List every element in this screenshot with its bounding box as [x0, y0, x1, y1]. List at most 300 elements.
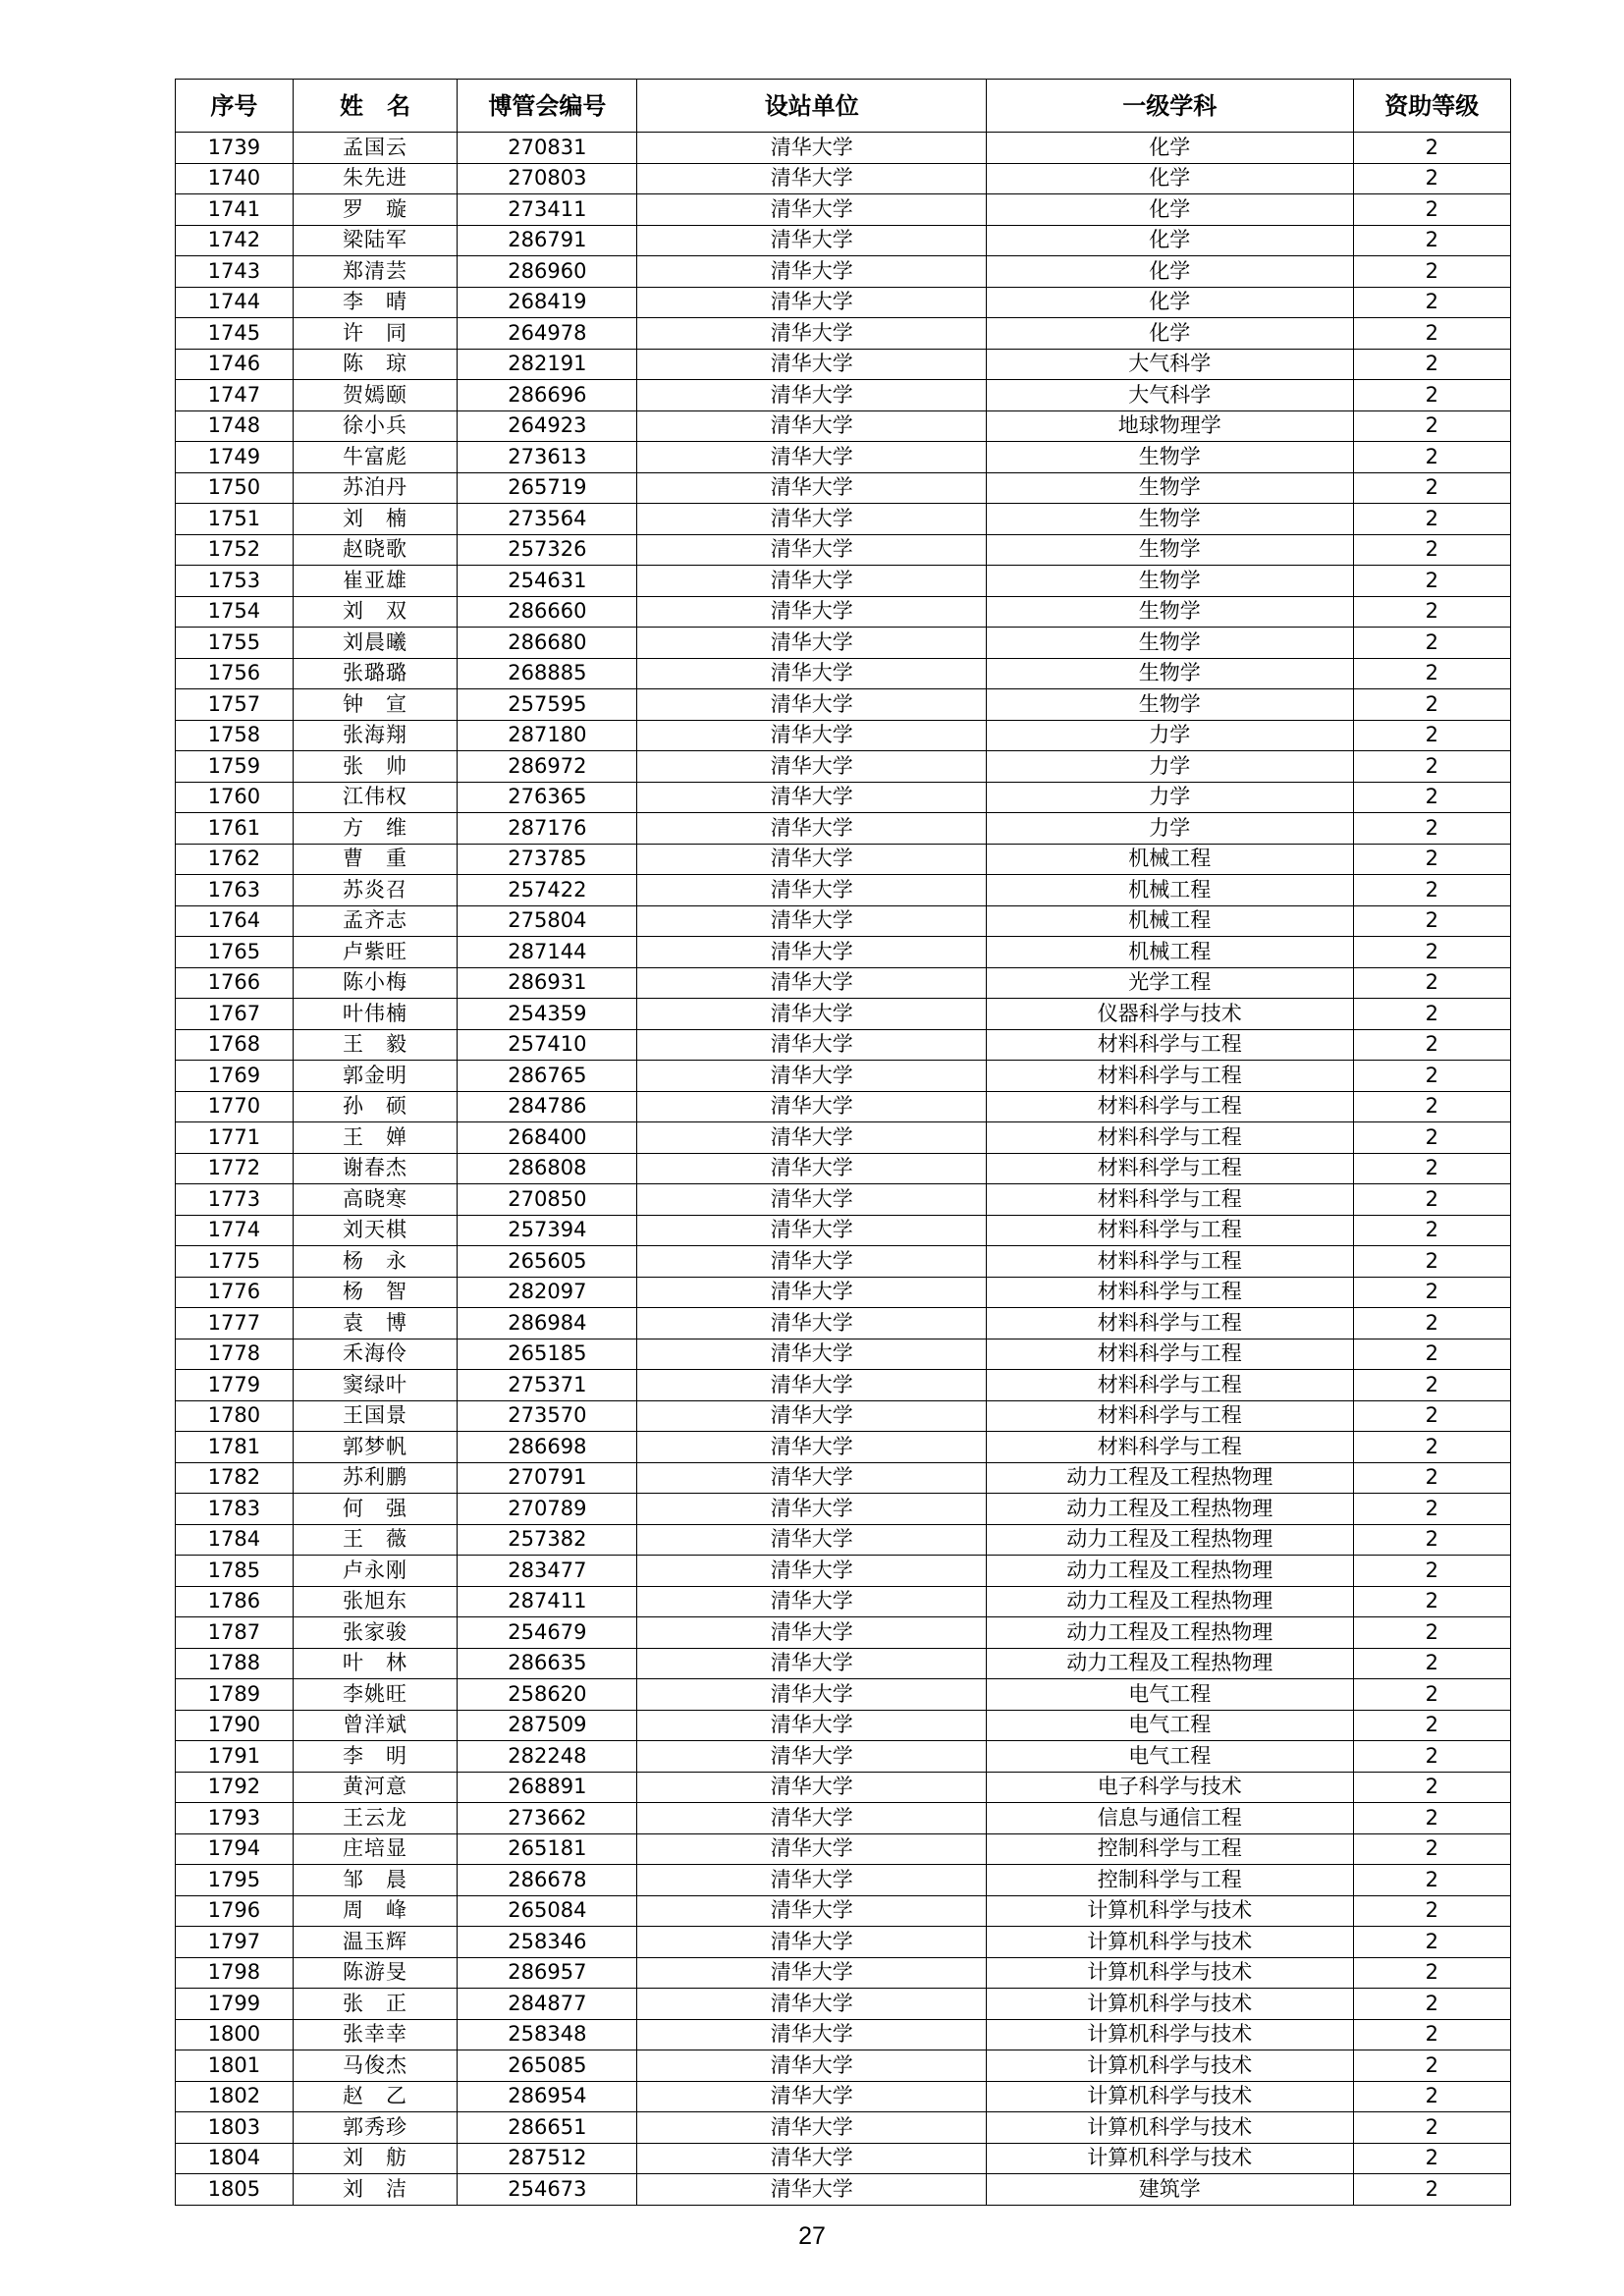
cell-funding-level: 2 — [1353, 1833, 1510, 1865]
cell-funding-level: 2 — [1353, 1494, 1510, 1525]
cell-serial-number: 1790 — [176, 1710, 294, 1741]
cell-registry-number: 273411 — [458, 194, 637, 226]
cell-funding-level: 2 — [1353, 1927, 1510, 1958]
cell-name: 苏利鹏 — [293, 1462, 458, 1494]
cell-funding-level: 2 — [1353, 596, 1510, 628]
cell-host-institution: 清华大学 — [637, 1586, 987, 1617]
cell-serial-number: 1763 — [176, 875, 294, 906]
cell-funding-level: 2 — [1353, 720, 1510, 751]
cell-discipline: 计算机科学与技术 — [987, 2050, 1354, 2082]
table-row — [176, 163, 1511, 194]
cell-name: 赵 乙 — [293, 2081, 458, 2112]
cell-serial-number: 1781 — [176, 1432, 294, 1463]
cell-serial-number: 1758 — [176, 720, 294, 751]
cell-host-institution: 清华大学 — [637, 472, 987, 504]
cell-registry-number: 286651 — [458, 2112, 637, 2144]
cell-discipline: 计算机科学与技术 — [987, 1895, 1354, 1927]
cell-registry-number: 264978 — [458, 318, 637, 350]
table-row — [176, 905, 1511, 937]
cell-discipline: 动力工程及工程热物理 — [987, 1524, 1354, 1556]
table-row — [176, 628, 1511, 659]
cell-funding-level: 2 — [1353, 1772, 1510, 1803]
cell-host-institution: 清华大学 — [637, 1648, 987, 1679]
cell-registry-number: 257382 — [458, 1524, 637, 1556]
cell-funding-level: 2 — [1353, 1184, 1510, 1216]
cell-serial-number: 1744 — [176, 287, 294, 318]
cell-serial-number: 1803 — [176, 2112, 294, 2144]
cell-discipline: 材料科学与工程 — [987, 1432, 1354, 1463]
cell-serial-number: 1805 — [176, 2174, 294, 2206]
cell-serial-number: 1768 — [176, 1029, 294, 1061]
cell-registry-number: 270803 — [458, 163, 637, 194]
cell-host-institution: 清华大学 — [637, 596, 987, 628]
cell-registry-number: 257595 — [458, 689, 637, 721]
cell-funding-level: 2 — [1353, 2174, 1510, 2206]
cell-serial-number: 1782 — [176, 1462, 294, 1494]
cell-host-institution: 清华大学 — [637, 1061, 987, 1092]
cell-host-institution: 清华大学 — [637, 1122, 987, 1154]
cell-funding-level: 2 — [1353, 1061, 1510, 1092]
cell-funding-level: 2 — [1353, 256, 1510, 288]
cell-name: 李 晴 — [293, 287, 458, 318]
table-row — [176, 1679, 1511, 1711]
cell-registry-number: 268419 — [458, 287, 637, 318]
cell-serial-number: 1769 — [176, 1061, 294, 1092]
cell-registry-number: 273564 — [458, 504, 637, 535]
cell-host-institution: 清华大学 — [637, 1617, 987, 1649]
cell-serial-number: 1760 — [176, 782, 294, 813]
table-row — [176, 999, 1511, 1030]
cell-discipline: 动力工程及工程热物理 — [987, 1556, 1354, 1587]
cell-registry-number: 273613 — [458, 442, 637, 473]
cell-host-institution: 清华大学 — [637, 2019, 987, 2050]
cell-registry-number: 257326 — [458, 534, 637, 566]
table-row — [176, 1029, 1511, 1061]
cell-serial-number: 1776 — [176, 1277, 294, 1308]
cell-registry-number: 254673 — [458, 2174, 637, 2206]
cell-discipline: 大气科学 — [987, 349, 1354, 380]
cell-host-institution: 清华大学 — [637, 658, 987, 689]
postdoc-funding-table — [175, 79, 1511, 2206]
cell-name: 孙 硕 — [293, 1091, 458, 1122]
cell-discipline: 力学 — [987, 782, 1354, 813]
table-row — [176, 1400, 1511, 1432]
cell-funding-level: 2 — [1353, 967, 1510, 999]
table-row — [176, 1803, 1511, 1834]
cell-funding-level: 2 — [1353, 1370, 1510, 1401]
cell-name: 张 帅 — [293, 751, 458, 783]
cell-funding-level: 2 — [1353, 318, 1510, 350]
table-row — [176, 2081, 1511, 2112]
cell-serial-number: 1773 — [176, 1184, 294, 1216]
cell-serial-number: 1800 — [176, 2019, 294, 2050]
cell-name: 何 强 — [293, 1494, 458, 1525]
header-host-institution: 设站单位 — [637, 80, 987, 133]
cell-name: 郭梦帆 — [293, 1432, 458, 1463]
cell-serial-number: 1762 — [176, 844, 294, 875]
cell-name: 徐小兵 — [293, 410, 458, 442]
cell-host-institution: 清华大学 — [637, 1029, 987, 1061]
cell-registry-number: 286791 — [458, 225, 637, 256]
cell-serial-number: 1772 — [176, 1153, 294, 1184]
cell-discipline: 材料科学与工程 — [987, 1246, 1354, 1278]
cell-serial-number: 1747 — [176, 380, 294, 411]
cell-discipline: 材料科学与工程 — [987, 1153, 1354, 1184]
cell-name: 朱先进 — [293, 163, 458, 194]
cell-host-institution: 清华大学 — [637, 380, 987, 411]
table-row — [176, 1246, 1511, 1278]
cell-registry-number: 265605 — [458, 1246, 637, 1278]
cell-registry-number: 282191 — [458, 349, 637, 380]
cell-registry-number: 284786 — [458, 1091, 637, 1122]
cell-name: 王 婵 — [293, 1122, 458, 1154]
table-row — [176, 1957, 1511, 1989]
cell-host-institution: 清华大学 — [637, 194, 987, 226]
cell-registry-number: 286957 — [458, 1957, 637, 1989]
cell-registry-number: 286765 — [458, 1061, 637, 1092]
cell-registry-number: 286680 — [458, 628, 637, 659]
cell-host-institution: 清华大学 — [637, 1957, 987, 1989]
cell-serial-number: 1741 — [176, 194, 294, 226]
cell-name: 袁 博 — [293, 1308, 458, 1339]
cell-name: 梁陆军 — [293, 225, 458, 256]
cell-host-institution: 清华大学 — [637, 967, 987, 999]
cell-registry-number: 287509 — [458, 1710, 637, 1741]
table-row — [176, 689, 1511, 721]
table-body — [176, 133, 1511, 2206]
cell-serial-number: 1749 — [176, 442, 294, 473]
table-row — [176, 380, 1511, 411]
cell-serial-number: 1752 — [176, 534, 294, 566]
cell-name: 马俊杰 — [293, 2050, 458, 2082]
cell-host-institution: 清华大学 — [637, 163, 987, 194]
cell-name: 杨 智 — [293, 1277, 458, 1308]
cell-discipline: 计算机科学与技术 — [987, 1957, 1354, 1989]
cell-registry-number: 258346 — [458, 1927, 637, 1958]
cell-discipline: 材料科学与工程 — [987, 1122, 1354, 1154]
cell-name: 曾洋斌 — [293, 1710, 458, 1741]
cell-host-institution: 清华大学 — [637, 1556, 987, 1587]
table-row — [176, 2143, 1511, 2174]
cell-name: 黄河意 — [293, 1772, 458, 1803]
cell-funding-level: 2 — [1353, 566, 1510, 597]
cell-serial-number: 1794 — [176, 1833, 294, 1865]
cell-discipline: 化学 — [987, 287, 1354, 318]
table-row — [176, 1061, 1511, 1092]
cell-funding-level: 2 — [1353, 1617, 1510, 1649]
cell-discipline: 动力工程及工程热物理 — [987, 1462, 1354, 1494]
cell-name: 张家骏 — [293, 1617, 458, 1649]
cell-serial-number: 1791 — [176, 1741, 294, 1773]
cell-discipline: 材料科学与工程 — [987, 1277, 1354, 1308]
table-row — [176, 194, 1511, 226]
cell-funding-level: 2 — [1353, 751, 1510, 783]
cell-discipline: 生物学 — [987, 534, 1354, 566]
cell-name: 卢永刚 — [293, 1556, 458, 1587]
cell-funding-level: 2 — [1353, 1400, 1510, 1432]
cell-serial-number: 1755 — [176, 628, 294, 659]
cell-name: 王 毅 — [293, 1029, 458, 1061]
cell-funding-level: 2 — [1353, 194, 1510, 226]
cell-serial-number: 1775 — [176, 1246, 294, 1278]
cell-name: 陈游旻 — [293, 1957, 458, 1989]
table-row — [176, 1370, 1511, 1401]
table-row — [176, 1432, 1511, 1463]
cell-funding-level: 2 — [1353, 875, 1510, 906]
cell-name: 郑清芸 — [293, 256, 458, 288]
cell-funding-level: 2 — [1353, 1215, 1510, 1246]
cell-registry-number: 268400 — [458, 1122, 637, 1154]
cell-serial-number: 1757 — [176, 689, 294, 721]
cell-discipline: 材料科学与工程 — [987, 1184, 1354, 1216]
cell-serial-number: 1801 — [176, 2050, 294, 2082]
table-row — [176, 2174, 1511, 2206]
cell-funding-level: 2 — [1353, 287, 1510, 318]
cell-registry-number: 268891 — [458, 1772, 637, 1803]
cell-discipline: 材料科学与工程 — [987, 1339, 1354, 1370]
cell-registry-number: 257422 — [458, 875, 637, 906]
cell-funding-level: 2 — [1353, 410, 1510, 442]
cell-name: 杨 永 — [293, 1246, 458, 1278]
cell-host-institution: 清华大学 — [637, 1865, 987, 1896]
cell-serial-number: 1765 — [176, 937, 294, 968]
cell-name: 刘晨曦 — [293, 628, 458, 659]
cell-registry-number: 287176 — [458, 813, 637, 845]
cell-funding-level: 2 — [1353, 1432, 1510, 1463]
cell-name: 牛富彪 — [293, 442, 458, 473]
table-row — [176, 844, 1511, 875]
cell-discipline: 电气工程 — [987, 1679, 1354, 1711]
table-row — [176, 1772, 1511, 1803]
cell-funding-level: 2 — [1353, 1586, 1510, 1617]
cell-serial-number: 1743 — [176, 256, 294, 288]
cell-name: 邹 晨 — [293, 1865, 458, 1896]
cell-serial-number: 1745 — [176, 318, 294, 350]
cell-registry-number: 273570 — [458, 1400, 637, 1432]
table-row — [176, 937, 1511, 968]
cell-funding-level: 2 — [1353, 225, 1510, 256]
cell-name: 刘 舫 — [293, 2143, 458, 2174]
table-row — [176, 1927, 1511, 1958]
table-row — [176, 1462, 1511, 1494]
cell-registry-number: 265185 — [458, 1339, 637, 1370]
cell-name: 赵晓歌 — [293, 534, 458, 566]
cell-funding-level: 2 — [1353, 1865, 1510, 1896]
cell-name: 周 峰 — [293, 1895, 458, 1927]
cell-host-institution: 清华大学 — [637, 2050, 987, 2082]
table-row — [176, 442, 1511, 473]
cell-serial-number: 1798 — [176, 1957, 294, 1989]
cell-host-institution: 清华大学 — [637, 1741, 987, 1773]
cell-funding-level: 2 — [1353, 1153, 1510, 1184]
cell-funding-level: 2 — [1353, 689, 1510, 721]
cell-host-institution: 清华大学 — [637, 720, 987, 751]
cell-name: 王国景 — [293, 1400, 458, 1432]
cell-discipline: 化学 — [987, 194, 1354, 226]
cell-funding-level: 2 — [1353, 1122, 1510, 1154]
header-discipline: 一级学科 — [987, 80, 1354, 133]
cell-serial-number: 1764 — [176, 905, 294, 937]
cell-host-institution: 清华大学 — [637, 410, 987, 442]
cell-discipline: 化学 — [987, 225, 1354, 256]
cell-discipline: 计算机科学与技术 — [987, 1927, 1354, 1958]
cell-host-institution: 清华大学 — [637, 937, 987, 968]
cell-funding-level: 2 — [1353, 1524, 1510, 1556]
header-serial-number: 序号 — [176, 80, 294, 133]
cell-registry-number: 270850 — [458, 1184, 637, 1216]
cell-name: 庄培显 — [293, 1833, 458, 1865]
cell-host-institution: 清华大学 — [637, 844, 987, 875]
cell-discipline: 化学 — [987, 256, 1354, 288]
cell-name: 卢紫旺 — [293, 937, 458, 968]
cell-name: 窦绿叶 — [293, 1370, 458, 1401]
cell-discipline: 电子科学与技术 — [987, 1772, 1354, 1803]
cell-name: 李 明 — [293, 1741, 458, 1773]
cell-serial-number: 1796 — [176, 1895, 294, 1927]
table-header-row — [176, 80, 1511, 133]
cell-host-institution: 清华大学 — [637, 287, 987, 318]
cell-host-institution: 清华大学 — [637, 1462, 987, 1494]
cell-name: 谢春杰 — [293, 1153, 458, 1184]
cell-serial-number: 1750 — [176, 472, 294, 504]
cell-discipline: 生物学 — [987, 658, 1354, 689]
table-row — [176, 967, 1511, 999]
cell-funding-level: 2 — [1353, 349, 1510, 380]
cell-registry-number: 287180 — [458, 720, 637, 751]
cell-host-institution: 清华大学 — [637, 534, 987, 566]
table-row — [176, 596, 1511, 628]
cell-discipline: 计算机科学与技术 — [987, 2081, 1354, 2112]
cell-host-institution: 清华大学 — [637, 2081, 987, 2112]
cell-registry-number: 286698 — [458, 1432, 637, 1463]
table-row — [176, 1277, 1511, 1308]
cell-name: 郭秀珍 — [293, 2112, 458, 2144]
cell-host-institution: 清华大学 — [637, 813, 987, 845]
cell-host-institution: 清华大学 — [637, 1803, 987, 1834]
cell-registry-number: 275371 — [458, 1370, 637, 1401]
cell-serial-number: 1742 — [176, 225, 294, 256]
cell-host-institution: 清华大学 — [637, 1524, 987, 1556]
cell-host-institution: 清华大学 — [637, 751, 987, 783]
cell-discipline: 材料科学与工程 — [987, 1029, 1354, 1061]
cell-discipline: 建筑学 — [987, 2174, 1354, 2206]
table-row — [176, 225, 1511, 256]
cell-serial-number: 1785 — [176, 1556, 294, 1587]
cell-host-institution: 清华大学 — [637, 1494, 987, 1525]
table-row — [176, 534, 1511, 566]
table-row — [176, 2112, 1511, 2144]
cell-host-institution: 清华大学 — [637, 782, 987, 813]
cell-serial-number: 1787 — [176, 1617, 294, 1649]
cell-funding-level: 2 — [1353, 999, 1510, 1030]
cell-host-institution: 清华大学 — [637, 225, 987, 256]
table-row — [176, 1989, 1511, 2020]
cell-funding-level: 2 — [1353, 1895, 1510, 1927]
cell-funding-level: 2 — [1353, 2050, 1510, 2082]
cell-registry-number: 257394 — [458, 1215, 637, 1246]
cell-discipline: 计算机科学与技术 — [987, 2112, 1354, 2144]
cell-discipline: 动力工程及工程热物理 — [987, 1494, 1354, 1525]
cell-host-institution: 清华大学 — [637, 566, 987, 597]
cell-registry-number: 287512 — [458, 2143, 637, 2174]
cell-name: 方 维 — [293, 813, 458, 845]
table-row — [176, 2019, 1511, 2050]
cell-registry-number: 286984 — [458, 1308, 637, 1339]
cell-serial-number: 1799 — [176, 1989, 294, 2020]
table-row — [176, 1833, 1511, 1865]
cell-funding-level: 2 — [1353, 1091, 1510, 1122]
cell-funding-level: 2 — [1353, 1679, 1510, 1711]
cell-discipline: 生物学 — [987, 504, 1354, 535]
cell-serial-number: 1792 — [176, 1772, 294, 1803]
cell-funding-level: 2 — [1353, 2143, 1510, 2174]
cell-serial-number: 1739 — [176, 133, 294, 164]
cell-registry-number: 268885 — [458, 658, 637, 689]
cell-serial-number: 1797 — [176, 1927, 294, 1958]
cell-discipline: 机械工程 — [987, 844, 1354, 875]
cell-name: 钟 宣 — [293, 689, 458, 721]
cell-name: 张璐璐 — [293, 658, 458, 689]
table-row — [176, 1648, 1511, 1679]
cell-discipline: 生物学 — [987, 596, 1354, 628]
cell-host-institution: 清华大学 — [637, 1895, 987, 1927]
cell-name: 罗 璇 — [293, 194, 458, 226]
cell-funding-level: 2 — [1353, 1710, 1510, 1741]
cell-name: 孟国云 — [293, 133, 458, 164]
cell-funding-level: 2 — [1353, 905, 1510, 937]
cell-host-institution: 清华大学 — [637, 875, 987, 906]
cell-registry-number: 258620 — [458, 1679, 637, 1711]
cell-discipline: 力学 — [987, 813, 1354, 845]
cell-serial-number: 1748 — [176, 410, 294, 442]
cell-discipline: 控制科学与工程 — [987, 1833, 1354, 1865]
cell-host-institution: 清华大学 — [637, 1989, 987, 2020]
cell-funding-level: 2 — [1353, 504, 1510, 535]
table-row — [176, 133, 1511, 164]
cell-funding-level: 2 — [1353, 1648, 1510, 1679]
cell-name: 郭金明 — [293, 1061, 458, 1092]
cell-name: 崔亚雄 — [293, 566, 458, 597]
table-row — [176, 504, 1511, 535]
cell-serial-number: 1759 — [176, 751, 294, 783]
cell-discipline: 生物学 — [987, 689, 1354, 721]
cell-registry-number: 286660 — [458, 596, 637, 628]
cell-discipline: 生物学 — [987, 628, 1354, 659]
cell-host-institution: 清华大学 — [637, 504, 987, 535]
cell-serial-number: 1793 — [176, 1803, 294, 1834]
cell-registry-number: 257410 — [458, 1029, 637, 1061]
cell-registry-number: 286960 — [458, 256, 637, 288]
cell-serial-number: 1761 — [176, 813, 294, 845]
cell-funding-level: 2 — [1353, 442, 1510, 473]
table-row — [176, 751, 1511, 783]
cell-serial-number: 1751 — [176, 504, 294, 535]
cell-funding-level: 2 — [1353, 1556, 1510, 1587]
cell-name: 叶伟楠 — [293, 999, 458, 1030]
table-row — [176, 1710, 1511, 1741]
cell-discipline: 材料科学与工程 — [987, 1091, 1354, 1122]
cell-host-institution: 清华大学 — [637, 318, 987, 350]
cell-serial-number: 1779 — [176, 1370, 294, 1401]
table-row — [176, 813, 1511, 845]
cell-discipline: 动力工程及工程热物理 — [987, 1617, 1354, 1649]
cell-discipline: 计算机科学与技术 — [987, 2019, 1354, 2050]
table-row — [176, 349, 1511, 380]
table-row — [176, 1308, 1511, 1339]
cell-host-institution: 清华大学 — [637, 905, 987, 937]
cell-discipline: 材料科学与工程 — [987, 1370, 1354, 1401]
cell-registry-number: 282248 — [458, 1741, 637, 1773]
